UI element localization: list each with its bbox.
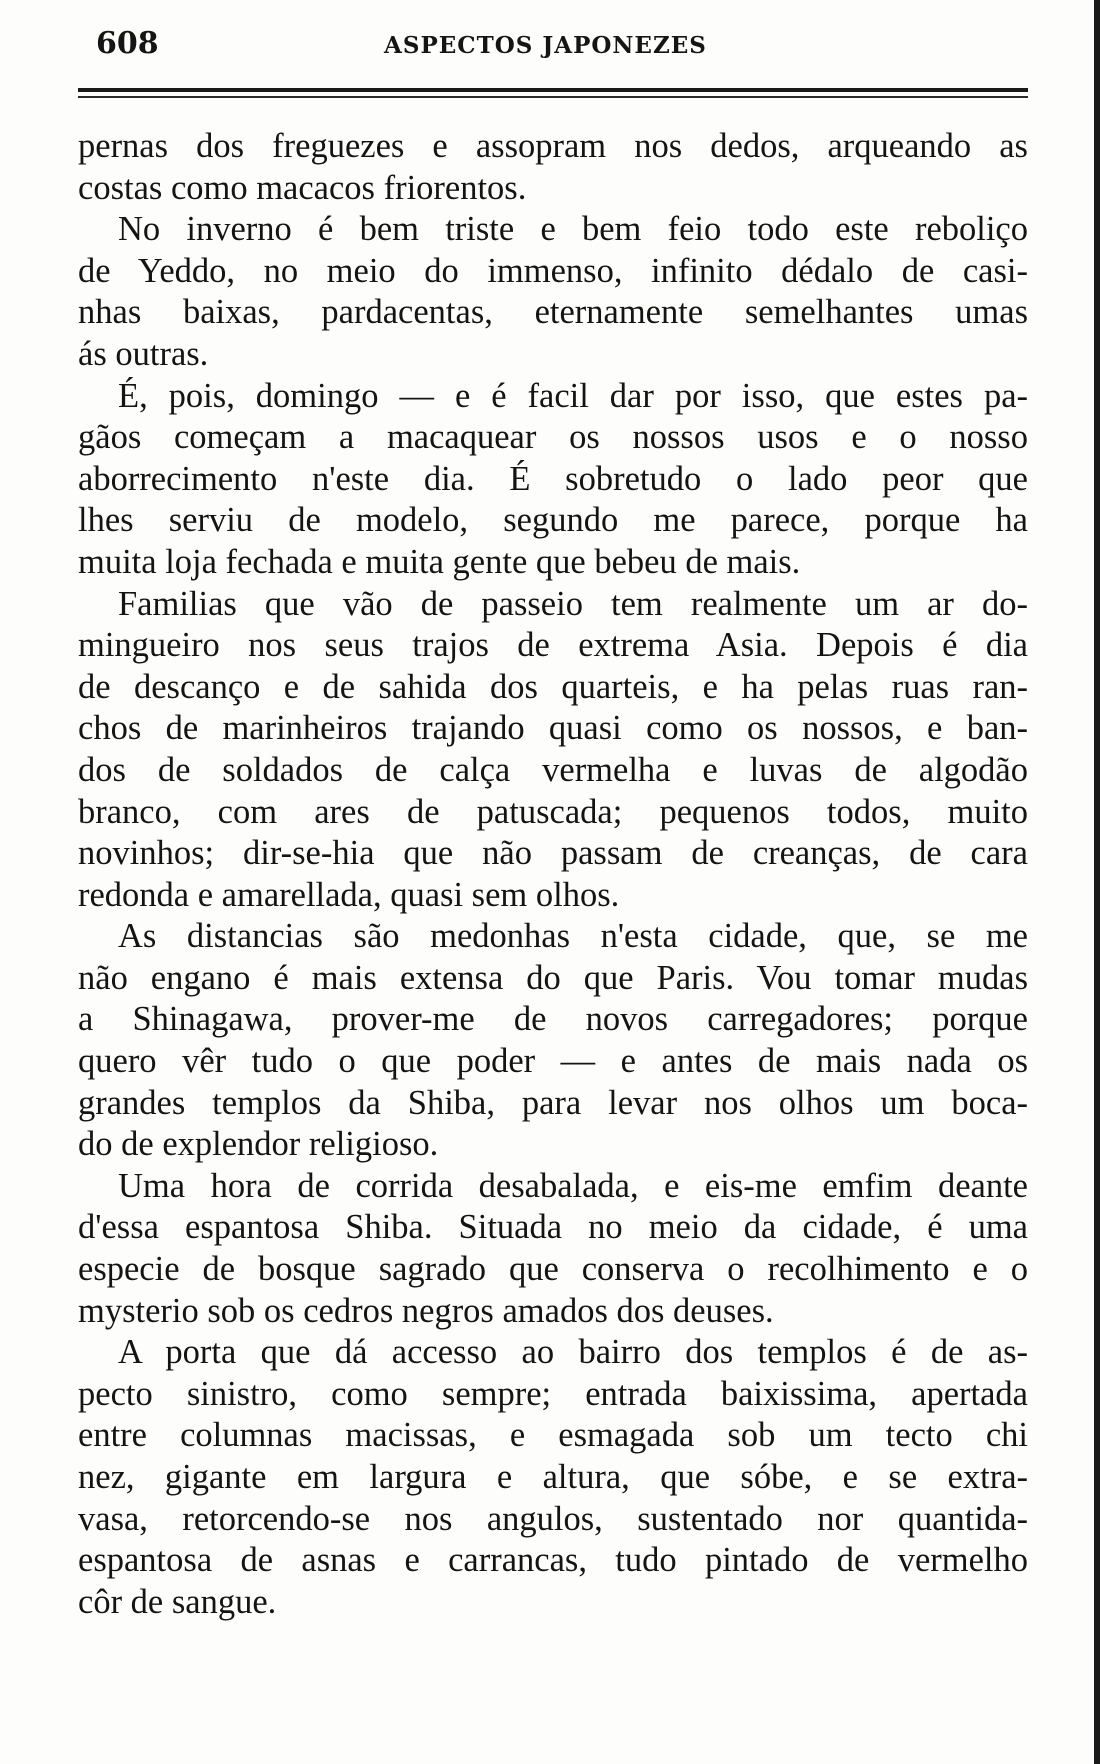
text-line: branco, com ares de patuscada; pequenos todos, muito [78,792,1028,831]
page-header [78,14,1028,74]
text-line: No inverno é bem triste e bem feio todo este reboliço [118,210,1028,249]
text-line: redonda e amarellada, quasi sem olhos. [78,875,620,914]
text-line: não engano é mais extensa do que Paris. Vou tomar mudas [78,958,1028,997]
text-line: quero vêr tudo o que poder — e antes de mais nada os [78,1042,1028,1081]
text-line: de descanço e de sahida dos quarteis, e ha pelas ruas ran- [78,667,1028,706]
text-line: aborrecimento n'este dia. É sobretudo o lado peor que [78,459,1028,498]
page-number: 608 [96,26,159,61]
text-line: gãos começam a macaquear os nossos usos e o nosso [78,418,1028,457]
text-line: nez, gigante em largura e altura, que sóbe, e se extra- [78,1458,1028,1496]
text-line: entre columnas macissas, e esmagada sob um tecto chi [78,1416,1028,1455]
body-text [78,126,1028,1623]
running-head: ASPECTOS JAPONEZES [384,32,707,59]
text-line: mysterio sob os cedros negros amados dos deuses. [78,1291,774,1330]
text-line: especie de bosque sagrado que conserva o recolhimento e o [78,1250,1028,1289]
text-line: nhas baixas, pardacentas, eternamente semelhantes umas [78,293,1028,332]
header-rule-thick [78,88,1028,92]
text-line: pecto sinistro, como sempre; entrada baixissima, apertada [78,1374,1028,1413]
text-line: espantosa de asnas e carrancas, tudo pintado de vermelho [78,1541,1028,1580]
text-line: novinhos; dir-se-hia que não passam de creanças, de cara [78,834,1028,873]
text-line: pernas dos freguezes e assopram nos dedos, arqueando as [78,127,1028,165]
text-line: costas como macacos friorentos. [78,168,527,207]
text-line: Familias que vão de passeio tem realmente um ar do- [118,584,1028,623]
text-line: grandes templos da Shiba, para levar nos olhos um boca- [78,1083,1028,1122]
text-line: côr de sangue. [78,1582,277,1621]
text-line: d'essa espantosa Shiba. Situada no meio da cidade, é uma [78,1208,1028,1247]
text-line: dos de soldados de calça vermelha e luvas de algodão [78,750,1028,789]
text-line: do de explendor religioso. [78,1125,439,1164]
text-line: É, pois, domingo — e é facil dar por isso, que estes pa- [118,376,1028,415]
text-line: chos de marinheiros trajando quasi como os nossos, e ban- [78,709,1028,748]
text-line: de Yeddo, no meio do immenso, infinito dédalo de casi- [78,251,1028,290]
text-line: Uma hora de corrida desabalada, e eis-me emfim deante [118,1166,1028,1205]
text-line: ás outras. [78,334,209,373]
text-line: muita loja fechada e muita gente que bebeu de mais. [78,542,801,581]
text-line: As distancias são medonhas n'esta cidade, que, se me [118,917,1028,956]
text-line: A porta que dá accesso ao bairro dos templos é de as- [118,1333,1028,1372]
text-line: a Shinagawa, prover-me de novos carregadores; porque [78,1000,1028,1039]
text-line: vasa, retorcendo-se nos angulos, sustentado nor quantida- [78,1499,1028,1538]
text-line: mingueiro nos seus trajos de extrema Asia. Depois é dia [78,626,1028,665]
header-rule-thin [78,96,1028,98]
text-line: lhes serviu de modelo, segundo me parece, porque ha [78,501,1028,540]
scan-edge [1094,0,1100,1764]
